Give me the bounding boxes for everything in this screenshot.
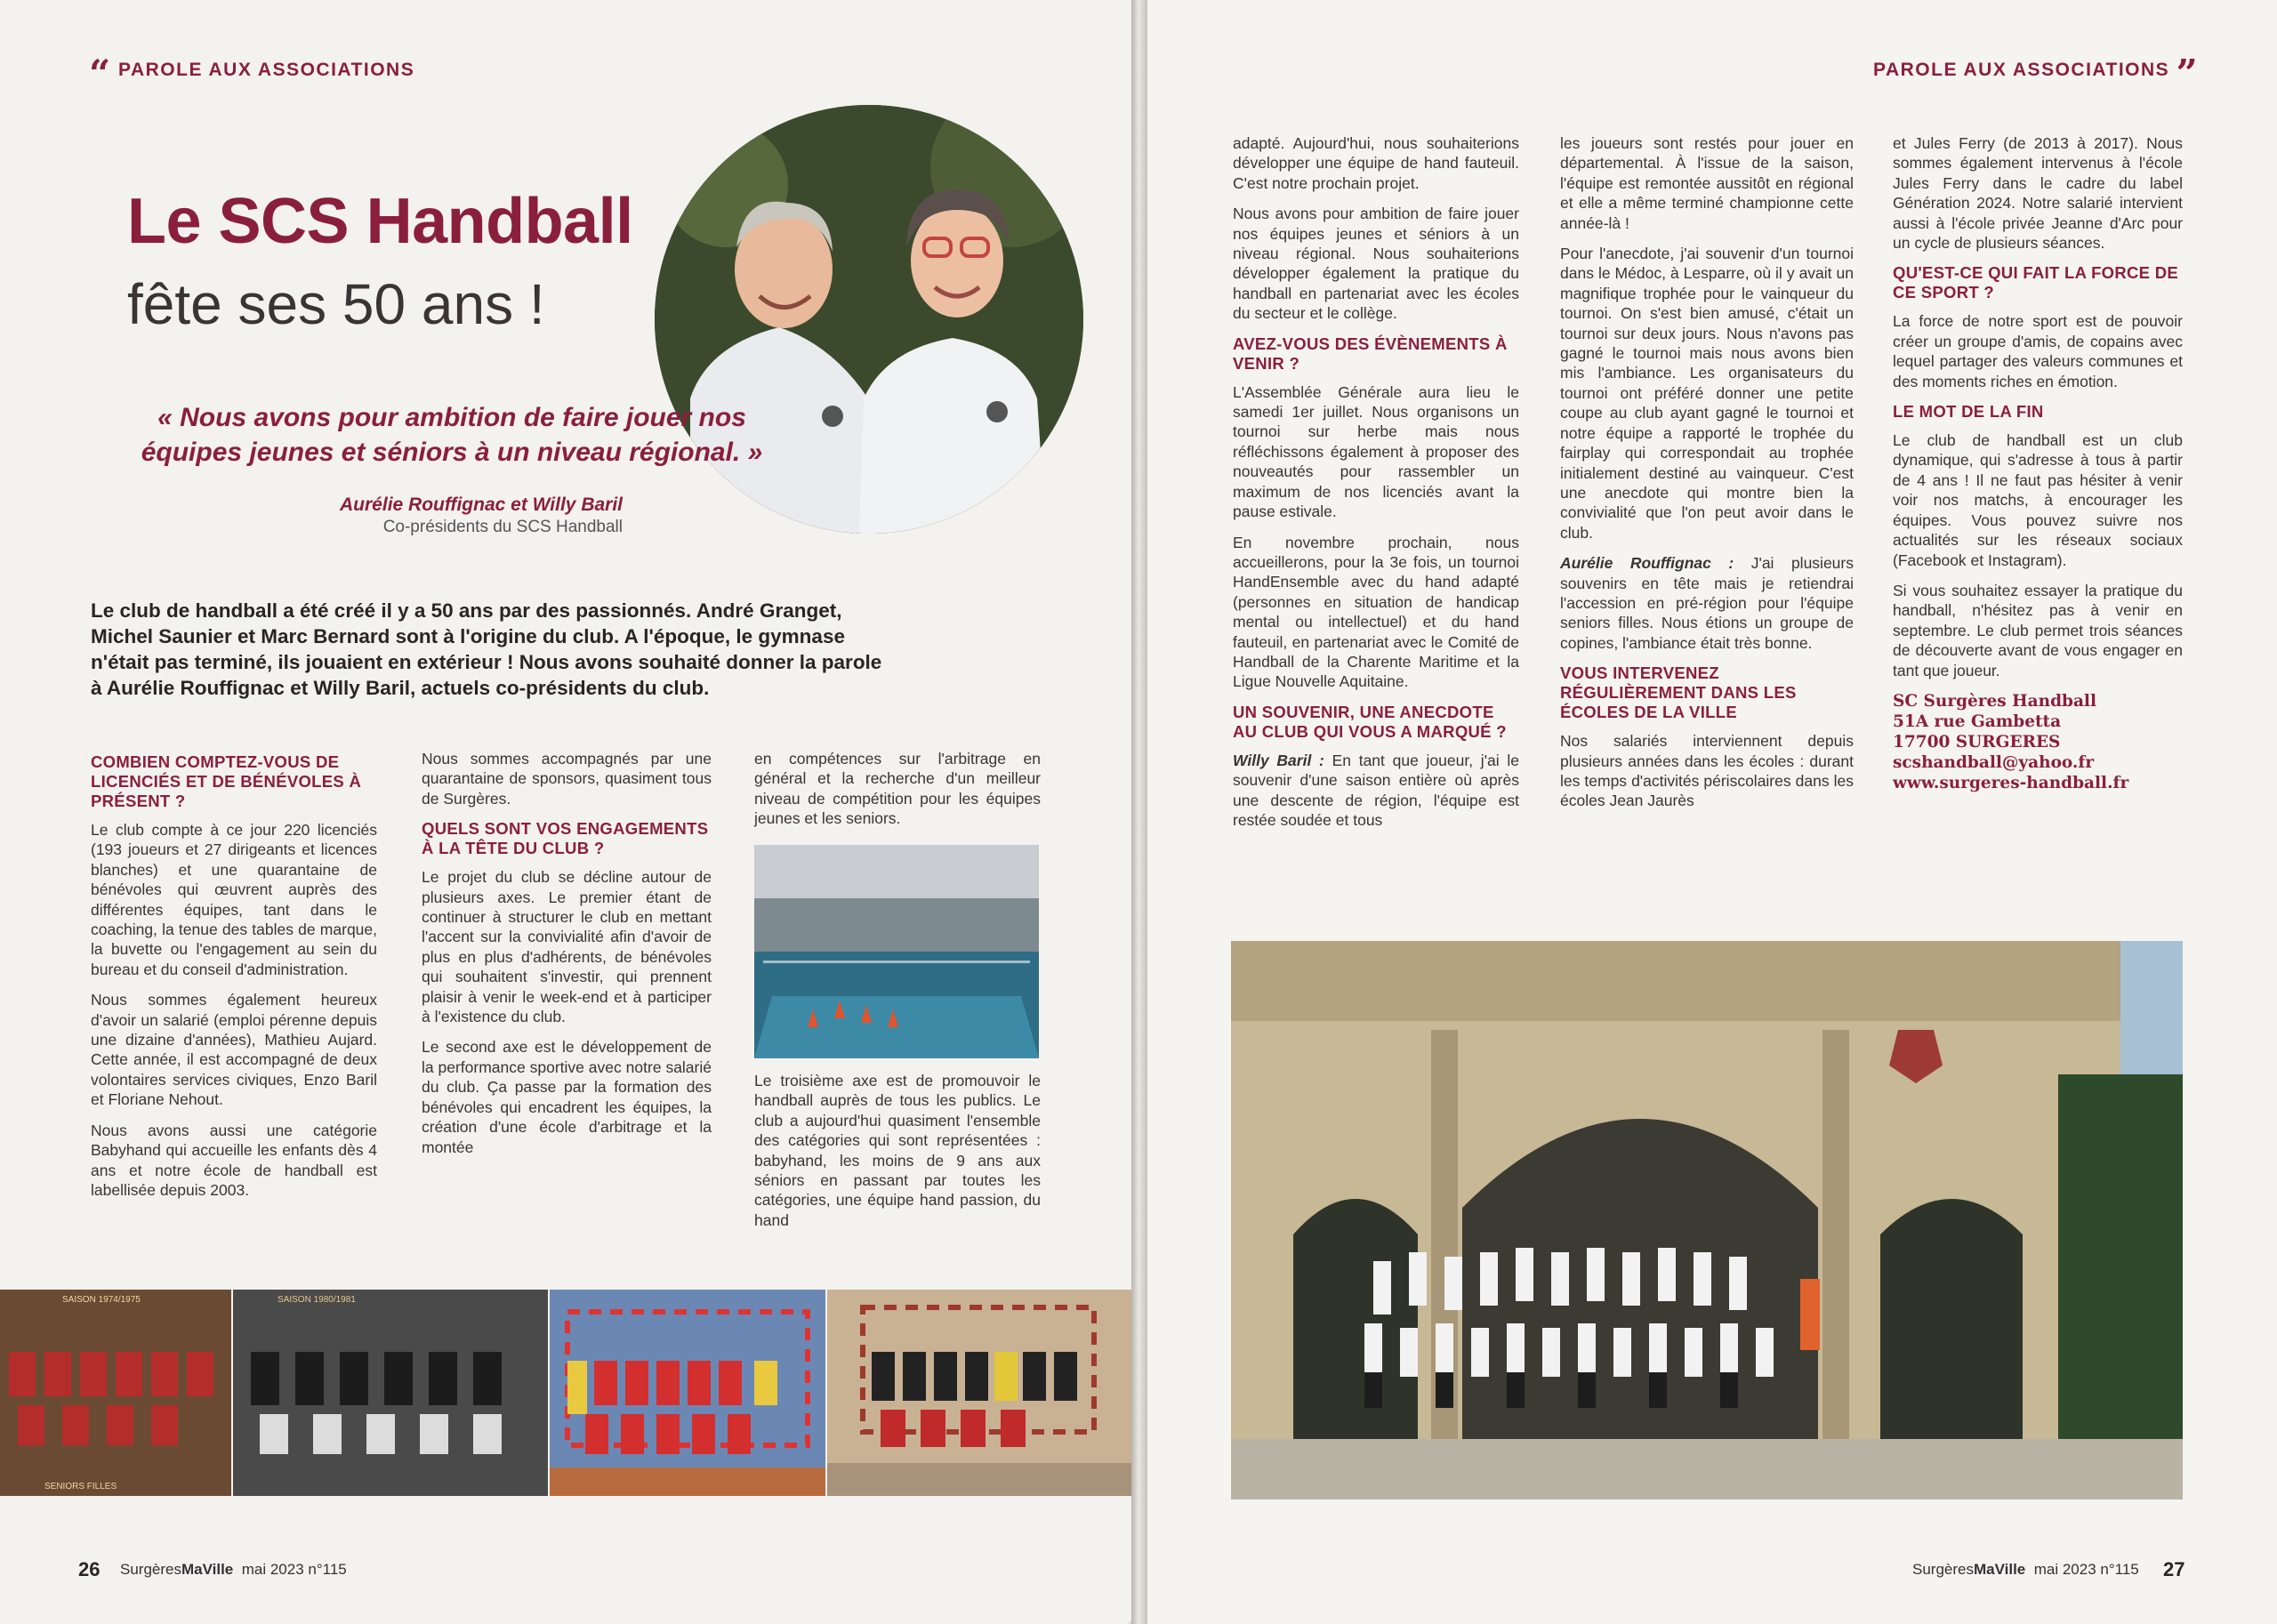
paragraph: Le second axe est le développement de la performance sportive avec notre salarié du club. Ça passe par la formation des bénévoles qui encadrent les équipes, la création d'une école d'arbitrage et la montée xyxy=(422,1038,712,1156)
team-photo-illustration xyxy=(233,1290,548,1496)
question-heading: UN SOUVENIR, UNE ANECDOTE AU CLUB QUI VOUS A MARQUÉ ? xyxy=(1233,702,1507,741)
article-lead: Le club de handball a été créé il y a 50 ans par des passionnés. André Granget, Michel Saunier et Marc Bernard sont à l'origine du club. A l'époque, le gymnase n'était pas terminé, ils jouaient en extérieur ! Nous avons souhaité donner la parole à Aurélie Rouffignac et Willy Baril, actuels co-présidents du club. xyxy=(91,599,882,699)
question-heading: VOUS INTERVENEZ RÉGULIÈREMENT DANS LES ÉCOLES DE LA VILLE xyxy=(1560,663,1797,722)
paragraph: Le projet du club se décline autour de plusieurs axes. Le premier étant de continuer à structurer le club en mettant l'accent sur la convivialité afin d'avoir de plus en plus d'adhérents, de bénévoles qui souhaitent s'investir, qui prennent plaisir à venir le week-end et à participer à l'existence du club. xyxy=(422,868,712,1026)
team-photo-illustration xyxy=(550,1290,825,1496)
text-column-3b xyxy=(754,1071,1041,1241)
speaker-label: Aurélie Rouffignac : xyxy=(1560,554,1734,573)
question-heading: COMBIEN COMPTEZ-VOUS DE LICENCIÉS ET DE BÉNÉVOLES À PRÉSENT ? xyxy=(91,752,362,810)
paragraph: adapté. Aujourd'hui, nous souhaiterions développer une équipe de hand fauteuil. C'est notre prochain projet. xyxy=(1233,134,1519,192)
text-column-4 xyxy=(1233,133,1519,840)
paragraph: Pour l'anecdote, j'ai souvenir d'un tournoi dans le Médoc, à Lesparre, où il y avait un magnifique trophée pour le vainqueur du tournoi. On s'est bien amusé, c'était un tournoi sur deux jours. Nous n'avons pas gagné le tournoi mais nous avons bien mis l'ambiance. Les organisateurs du tournoi ont préféré donner une petite coupe au club ayant gagné le tournoi et notre équipe a rapporté le trophée du fairplay qui correspondait au trophée initialement destiné au vainqueur. C'est une anecdote qui montre bien la convivialité que l'on peut avoir dans le club. xyxy=(1560,245,1854,542)
paragraph: Nos salariés interviennent depuis plusieurs années dans les écoles : durant les temps d'activités périscolaires dans les écoles Jean Jaurès xyxy=(1560,732,1854,810)
quote-author-role: Co-présidents du SCS Handball xyxy=(382,518,623,536)
question-heading: QU'EST-CE QUI FAIT LA FORCE DE CE SPORT ? xyxy=(1893,263,2179,302)
gate-illustration xyxy=(1231,941,2183,1499)
text-column-1 xyxy=(91,749,377,1210)
speaker-label: Willy Baril : xyxy=(1233,751,1324,769)
club-contact-block xyxy=(1893,691,2183,793)
paragraph: Nous avons pour ambition de faire jouer nos équipes jeunes et séniors à un niveau régional. Nous souhaiterions développer également la pratique du handball en partenariat avec les écoles du secteur et le collège. xyxy=(1233,205,1519,323)
paragraph: Nous avons aussi une catégorie Babyhand qui accueille les enfants dès 4 ans et notre école de handball est labellisée depuis 2003. xyxy=(91,1121,377,1199)
contact-website-link[interactable]: www.surgeres-handball.fr xyxy=(1893,773,2129,792)
team-photo-illustration xyxy=(0,1290,231,1496)
article-subtitle: fête ses 50 ans ! xyxy=(127,272,545,336)
gym-training-photo xyxy=(754,845,1039,1058)
quote-close-icon: ” xyxy=(2176,52,2200,95)
text-column-6 xyxy=(1893,133,2183,793)
youth-team-gate-photo xyxy=(1231,941,2183,1499)
paragraph: en compétences sur l'arbitrage en général et la recherche d'un meilleur niveau de compétition pour les équipes jeunes et les seniors. xyxy=(754,750,1041,828)
left-page xyxy=(0,0,1131,1624)
page-number-right: 27 xyxy=(2163,1558,2185,1580)
archive-caption: SENIORS FILLES xyxy=(44,1482,117,1491)
team-photo-black-red xyxy=(827,1290,1131,1496)
text-column-2 xyxy=(422,749,712,1168)
paragraph: Nous sommes accompagnés par une quarantaine de sponsors, quasiment tous de Surgères. xyxy=(422,750,712,808)
archive-photo-strip xyxy=(0,1290,1131,1496)
quote-open-icon: “ xyxy=(89,52,112,95)
archive-photo-1981 xyxy=(233,1290,548,1496)
paragraph: et Jules Ferry (de 2013 à 2017). Nous sommes également intervenus à l'école Jules Ferry dans le cadre du label Génération 2024. Notre salarié intervient aussi à l'école privée Jeanne d'Arc pour un cycle de plusieurs séances. xyxy=(1893,134,2183,253)
paragraph: Le troisième axe est de promouvoir le handball auprès de tous les publics. Le club a aujourd'hui quasiment l'ensemble des catégories qui sont représentées : babyhand, les moins de 9 ans aux séniors en passant par toutes les catégories, une équipe hand passion, du hand xyxy=(754,1072,1041,1229)
contact-club-name: SC Surgères Handball xyxy=(1893,691,2096,711)
paragraph: La force de notre sport est de pouvoir créer un groupe d'amis, de copains avec lequel partager des valeurs communes et des moments riches en émotion. xyxy=(1893,312,2183,390)
team-photo-illustration xyxy=(827,1290,1131,1496)
magazine-footer-left: SurgèresMaVille mai 2023 n°115 xyxy=(120,1561,347,1578)
paragraph: Le club de handball est un club dynamique, qui s'adresse à tous à partir de 4 ans ! Il ne faut pas hésiter à venir voir nos matchs, à encourager les équipes. Vous pouvez suivre nos actualités sur les réseaux sociaux (Facebook et Instagram). xyxy=(1893,431,2183,569)
question-heading: AVEZ-VOUS DES ÉVÈNEMENTS À VENIR ? xyxy=(1233,334,1508,373)
magazine-gutter xyxy=(1131,0,1147,1624)
paragraph: L'Assemblée Générale aura lieu le samedi 1er juillet. Nous organisons un tournoi sur herbe mais nous réfléchissons également à proposer des nouveautés pour rassembler un maximum de nos licenciés avant la pause estivale. xyxy=(1233,382,1519,521)
section-rubric-right: PAROLE AUX ASSOCIATIONS ” xyxy=(1873,52,2200,95)
question-heading: LE MOT DE LA FIN xyxy=(1893,402,2044,422)
text-column-3 xyxy=(754,749,1041,840)
contact-email-link[interactable]: scshandball@yahoo.fr xyxy=(1893,752,2095,772)
archive-caption: SAISON 1980/1981 xyxy=(278,1295,356,1305)
text-column-5 xyxy=(1560,133,1854,822)
question-heading: QUELS SONT VOS ENGAGEMENTS À LA TÊTE DU CLUB ? xyxy=(422,819,709,858)
archive-photo-1975 xyxy=(0,1290,231,1496)
magazine-footer-right: SurgèresMaVille mai 2023 n°115 xyxy=(1912,1561,2139,1578)
contact-street: 51A rue Gambetta xyxy=(1893,712,2062,731)
paragraph: En novembre prochain, nous accueillerons, pour la 3e fois, un tournoi HandEnsemble avec du hand adapté (personnes en situation de handicap mental ou intellectuel) et du hand fauteuil, en partenariat avec le Comité de Handball de la Charente Maritime et la Ligue Nouvelle Aquitaine. xyxy=(1233,533,1519,691)
article-title: Le SCS Handball xyxy=(127,186,633,257)
paragraph: Si vous souhaitez essayer la pratique du handball, n'hésitez pas à venir en septembre. Le club permet trois séances de découverte avant de vous engager en tant que joueur. xyxy=(1893,581,2183,679)
gym-illustration xyxy=(754,845,1039,1058)
paragraph: Aurélie Rouffignac : J'ai plusieurs souvenirs en tête mais je retiendrai l'accession en pré-région pour l'équipe seniors filles. Nous étions un groupe de copines, l'ambiance était très bonne. xyxy=(1560,554,1854,652)
contact-city: 17700 SURGERES xyxy=(1893,732,2061,752)
quote-author-names: Aurélie Rouffignac et Willy Baril xyxy=(340,494,623,515)
paragraph: les joueurs sont restés pour jouer en départemental. À l'issue de la saison, l'équipe est remontée aussitôt en régional et elle a même terminé championne cette année-là ! xyxy=(1560,134,1854,232)
paragraph: Willy Baril : En tant que joueur, j'ai le souvenir d'une saison entière où après une descente de région, l'équipe est restée soudée et tous xyxy=(1233,751,1519,829)
pull-quote: « Nous avons pour ambition de faire jouer nos équipes jeunes et séniors à un niveau régional. » xyxy=(141,403,763,467)
paragraph: Le club compte à ce jour 220 licenciés (193 joueurs et 27 dirigeants et licences blanches) et une quarantaine de bénévoles qui œuvrent auprès des différentes équipes, tant dans le coaching, la tenue des tables de marque, la buvette ou l'engagement au sein du bureau et du conseil d'administration. xyxy=(91,821,377,978)
page-number-left: 26 xyxy=(78,1558,101,1580)
archive-caption: SAISON 1974/1975 xyxy=(62,1295,141,1305)
paragraph: Nous sommes également heureux d'avoir un salarié (emploi pérenne depuis une dizaine d'années), Mathieu Aujard. Cette année, il est accompagné de deux volontaires services civiques, Enzo Baril et Floriane Nehout. xyxy=(91,991,377,1109)
team-photo-red-yellow xyxy=(550,1290,825,1496)
section-rubric-left: “ PAROLE AUX ASSOCIATIONS xyxy=(89,52,415,95)
